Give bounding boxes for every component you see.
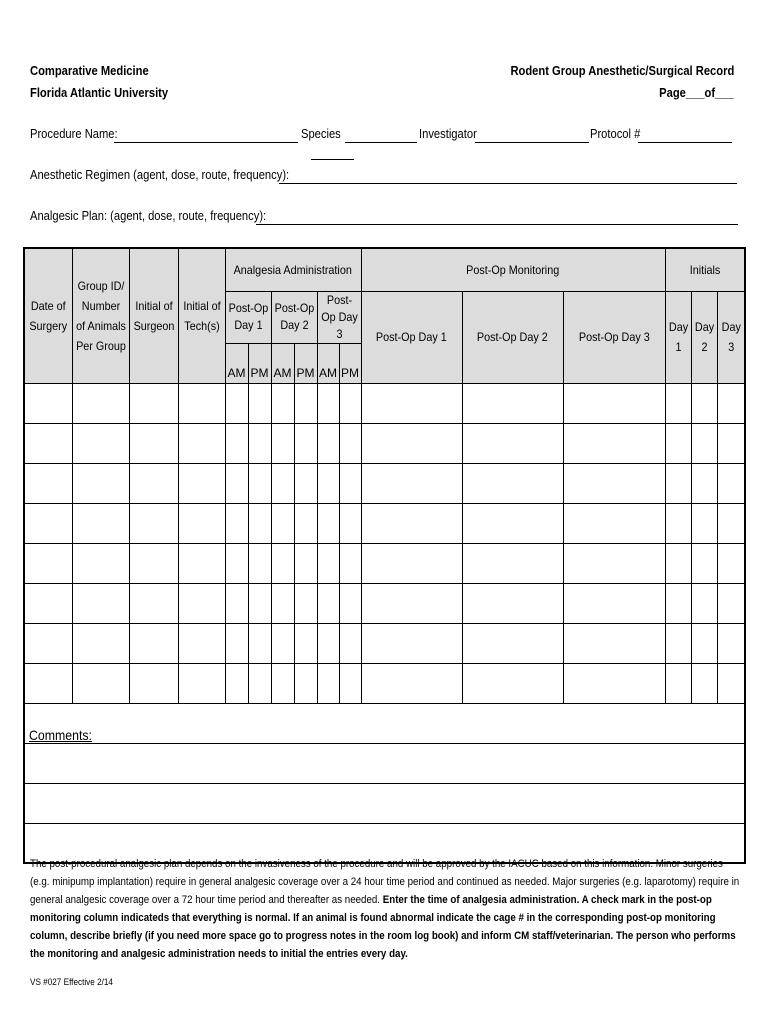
- entry-cell[interactable]: [129, 503, 178, 543]
- entry-cell[interactable]: [317, 463, 339, 503]
- analgesic-plan-label: Analgesic Plan: (agent, dose, route, frequency):: [30, 208, 267, 223]
- postop-monitoring-header: Post-Op Monitoring: [361, 248, 665, 291]
- investigator-field[interactable]: [475, 142, 589, 143]
- protocol-field[interactable]: [638, 142, 732, 143]
- comments-row[interactable]: [24, 703, 745, 743]
- analgesic-plan-field[interactable]: [256, 224, 738, 225]
- entry-cell[interactable]: [462, 383, 563, 423]
- entry-cell[interactable]: [271, 503, 294, 543]
- entry-cell[interactable]: [72, 463, 129, 503]
- entry-cell[interactable]: [717, 623, 745, 663]
- entry-cell[interactable]: [717, 463, 745, 503]
- entry-cell[interactable]: [129, 663, 178, 703]
- analgesia-day2-header: Post-Op Day 2: [271, 291, 317, 343]
- procedure-name-field[interactable]: [114, 142, 298, 143]
- entry-cell[interactable]: [178, 383, 225, 423]
- entry-cell[interactable]: [294, 503, 317, 543]
- entry-cell[interactable]: [129, 463, 178, 503]
- surgical-record-table: [23, 247, 746, 864]
- entry-cell[interactable]: [691, 623, 717, 663]
- entry-cell[interactable]: [462, 423, 563, 463]
- table-row: [24, 543, 745, 583]
- entry-cell[interactable]: [294, 583, 317, 623]
- entry-cell[interactable]: [563, 583, 665, 623]
- entry-cell[interactable]: [717, 503, 745, 543]
- entry-cell[interactable]: [563, 663, 665, 703]
- entry-cell[interactable]: [339, 583, 361, 623]
- entry-cell[interactable]: [72, 383, 129, 423]
- entry-cell[interactable]: [225, 663, 248, 703]
- entry-cell[interactable]: [24, 463, 72, 503]
- entry-cell[interactable]: [665, 583, 691, 623]
- anesthetic-regimen-field[interactable]: [279, 183, 737, 184]
- entry-cell[interactable]: [178, 543, 225, 583]
- entry-cell[interactable]: [178, 663, 225, 703]
- entry-cell[interactable]: [178, 583, 225, 623]
- species-field[interactable]: [345, 142, 417, 143]
- entry-cell[interactable]: [563, 623, 665, 663]
- entry-cell[interactable]: [129, 423, 178, 463]
- table-row: [24, 423, 745, 463]
- entry-cell[interactable]: [225, 383, 248, 423]
- entry-cell[interactable]: [294, 463, 317, 503]
- entry-cell[interactable]: [361, 463, 462, 503]
- entry-cell[interactable]: [271, 463, 294, 503]
- entry-cell[interactable]: [72, 583, 129, 623]
- entry-cell[interactable]: [665, 423, 691, 463]
- page-number-field[interactable]: Page___of___: [659, 85, 734, 100]
- anesthetic-regimen-label: Anesthetic Regimen (agent, dose, route, frequency):: [30, 167, 290, 182]
- table-row: [24, 383, 745, 423]
- table-row: [24, 623, 745, 663]
- entry-cell[interactable]: [129, 383, 178, 423]
- entry-cell[interactable]: [294, 623, 317, 663]
- entry-cell[interactable]: [691, 583, 717, 623]
- entry-cell[interactable]: [691, 543, 717, 583]
- entry-cell[interactable]: [24, 423, 72, 463]
- entry-cell[interactable]: [339, 423, 361, 463]
- investigator-label: Investigator: [419, 126, 477, 141]
- entry-cell[interactable]: [24, 383, 72, 423]
- entry-cell[interactable]: [24, 583, 72, 623]
- entry-cell[interactable]: [129, 543, 178, 583]
- entry-cell[interactable]: [294, 663, 317, 703]
- entry-cell[interactable]: [339, 623, 361, 663]
- entry-cell[interactable]: [317, 623, 339, 663]
- table-row: [24, 583, 745, 623]
- group-id-header: Group ID/ Number of Animals Per Group: [72, 248, 129, 383]
- entry-cell[interactable]: [24, 543, 72, 583]
- entry-cell[interactable]: [717, 583, 745, 623]
- day3-am-header: AM: [317, 343, 339, 383]
- entry-cell[interactable]: [248, 543, 271, 583]
- entry-cell[interactable]: [178, 623, 225, 663]
- entry-cell[interactable]: [248, 623, 271, 663]
- entry-cell[interactable]: [691, 663, 717, 703]
- entry-cell[interactable]: [462, 663, 563, 703]
- initial-surgeon-header: Initial of Surgeon: [129, 248, 178, 383]
- entry-cell[interactable]: [665, 503, 691, 543]
- comments-line[interactable]: [24, 783, 745, 823]
- entry-cell[interactable]: [294, 543, 317, 583]
- initials-day1-header: Day 1: [665, 291, 691, 383]
- day2-pm-header: PM: [294, 343, 317, 383]
- entry-cell[interactable]: [717, 543, 745, 583]
- table-row: [24, 663, 745, 703]
- entry-cell[interactable]: [271, 383, 294, 423]
- form-version-footer: VS #027 Effective 2/14: [30, 977, 113, 988]
- university-name: Florida Atlantic University: [30, 85, 169, 100]
- entry-cell[interactable]: [271, 623, 294, 663]
- entry-cell[interactable]: [717, 383, 745, 423]
- entry-cell[interactable]: [339, 543, 361, 583]
- instructions-bold-text: Enter the time of analgesia administration. A check mark in the post-op monitoring column indicateds that everything is normal. If an animal is found abnormal indicate the cage # in the corresponding post-op monitoring column, describe briefly (if you need more space go to progress notes in the room log book) and inform CM staff/veterinarian. The person who performs the monitoring and analgesic administration needs to initial the entries every day.: [30, 894, 736, 960]
- entry-cell[interactable]: [294, 423, 317, 463]
- entry-cell[interactable]: [225, 463, 248, 503]
- entry-cell[interactable]: [361, 543, 462, 583]
- day1-pm-header: PM: [248, 343, 271, 383]
- entry-cell[interactable]: [248, 663, 271, 703]
- species-field-continued[interactable]: [311, 159, 354, 160]
- entry-cell[interactable]: [361, 383, 462, 423]
- entry-cell[interactable]: [225, 583, 248, 623]
- entry-cell[interactable]: [317, 663, 339, 703]
- entry-cell[interactable]: [691, 383, 717, 423]
- entry-cell[interactable]: [665, 383, 691, 423]
- date-of-surgery-header: Date of Surgery: [24, 248, 72, 383]
- entry-cell[interactable]: [294, 383, 317, 423]
- entry-cell[interactable]: [178, 423, 225, 463]
- entry-cell[interactable]: [339, 663, 361, 703]
- initial-techs-header: Initial of Tech(s): [178, 248, 225, 383]
- analgesia-day1-header: Post-Op Day 1: [225, 291, 271, 343]
- entry-cell[interactable]: [691, 503, 717, 543]
- entry-cell[interactable]: [462, 543, 563, 583]
- entry-cell[interactable]: [563, 543, 665, 583]
- entry-cell[interactable]: [563, 383, 665, 423]
- entry-cell[interactable]: [361, 663, 462, 703]
- entry-cell[interactable]: [361, 623, 462, 663]
- entry-cell[interactable]: [317, 503, 339, 543]
- entry-cell[interactable]: [248, 383, 271, 423]
- table-row: [24, 503, 745, 543]
- analgesia-administration-header: Analgesia Administration: [225, 248, 361, 291]
- entry-cell[interactable]: [72, 623, 129, 663]
- entry-cell[interactable]: [225, 423, 248, 463]
- entry-cell[interactable]: [178, 503, 225, 543]
- day3-pm-header: PM: [339, 343, 361, 383]
- entry-cell[interactable]: [72, 423, 129, 463]
- entry-cell[interactable]: [178, 463, 225, 503]
- entry-cell[interactable]: [339, 383, 361, 423]
- entry-cell[interactable]: [339, 503, 361, 543]
- entry-cell[interactable]: [361, 423, 462, 463]
- entry-cell[interactable]: [691, 463, 717, 503]
- procedure-name-label: Procedure Name:: [30, 126, 118, 141]
- entry-cell[interactable]: [248, 463, 271, 503]
- entry-cell[interactable]: [361, 503, 462, 543]
- entry-cell[interactable]: [271, 583, 294, 623]
- entry-cell[interactable]: [317, 543, 339, 583]
- monitoring-day1-header: Post-Op Day 1: [361, 291, 462, 383]
- entry-cell[interactable]: [665, 463, 691, 503]
- monitoring-day3-header: Post-Op Day 3: [563, 291, 665, 383]
- entry-cell[interactable]: [317, 423, 339, 463]
- entry-cell[interactable]: [317, 583, 339, 623]
- entry-cell[interactable]: [248, 583, 271, 623]
- entry-cell[interactable]: [563, 423, 665, 463]
- department-name: Comparative Medicine: [30, 63, 149, 78]
- entry-cell[interactable]: [271, 543, 294, 583]
- entry-cell[interactable]: [462, 463, 563, 503]
- entry-cell[interactable]: [248, 503, 271, 543]
- initials-header: Initials: [665, 248, 745, 291]
- protocol-label: Protocol #: [590, 126, 641, 141]
- comments-line[interactable]: [24, 743, 745, 783]
- day2-am-header: AM: [271, 343, 294, 383]
- entry-cell[interactable]: [462, 583, 563, 623]
- day1-am-header: AM: [225, 343, 248, 383]
- entry-cell[interactable]: [129, 583, 178, 623]
- entry-cell[interactable]: [271, 663, 294, 703]
- entry-cell[interactable]: [24, 623, 72, 663]
- comments-label: Comments:: [29, 726, 92, 743]
- table-row: [24, 463, 745, 503]
- entry-cell[interactable]: [665, 663, 691, 703]
- instructions-regular-text: The post-procedural analgesic plan depends on the invasiveness of the procedure and will be approved by the IACUC based on this information. Minor surgeries (e.g. minipump implantation) require in general analgesic coverage over a 24 hour time period and continued as needed. Major surgeries (e.g. laparotomy) require in general analgesic coverage over a 72 hour time period and thereafter as needed.: [30, 858, 740, 906]
- species-label: Species: [301, 126, 341, 141]
- entry-cell[interactable]: [24, 503, 72, 543]
- entry-cell[interactable]: [665, 623, 691, 663]
- entry-cell[interactable]: [225, 623, 248, 663]
- entry-cell[interactable]: [665, 543, 691, 583]
- entry-cell[interactable]: [129, 623, 178, 663]
- entry-cell[interactable]: [72, 543, 129, 583]
- entry-cell[interactable]: [563, 503, 665, 543]
- entry-cell[interactable]: [717, 663, 745, 703]
- entry-cell[interactable]: [361, 583, 462, 623]
- instructions-footnote: [30, 855, 744, 963]
- entry-cell[interactable]: [717, 423, 745, 463]
- analgesia-day3-header: Post-Op Day 3: [317, 291, 361, 343]
- entry-cell[interactable]: [225, 503, 248, 543]
- entry-cell[interactable]: [691, 423, 717, 463]
- entry-cell[interactable]: [563, 463, 665, 503]
- entry-cell[interactable]: [462, 503, 563, 543]
- entry-cell[interactable]: [271, 423, 294, 463]
- entry-cell[interactable]: [317, 383, 339, 423]
- entry-cell[interactable]: [248, 423, 271, 463]
- entry-cell[interactable]: [225, 543, 248, 583]
- monitoring-day2-header: Post-Op Day 2: [462, 291, 563, 383]
- initials-day3-header: Day 3: [717, 291, 745, 383]
- entry-cell[interactable]: [72, 663, 129, 703]
- initials-day2-header: Day 2: [691, 291, 717, 383]
- entry-cell[interactable]: [339, 463, 361, 503]
- entry-cell[interactable]: [24, 663, 72, 703]
- entry-cell[interactable]: [72, 503, 129, 543]
- record-title: Rodent Group Anesthetic/Surgical Record: [510, 63, 734, 78]
- entry-cell[interactable]: [462, 623, 563, 663]
